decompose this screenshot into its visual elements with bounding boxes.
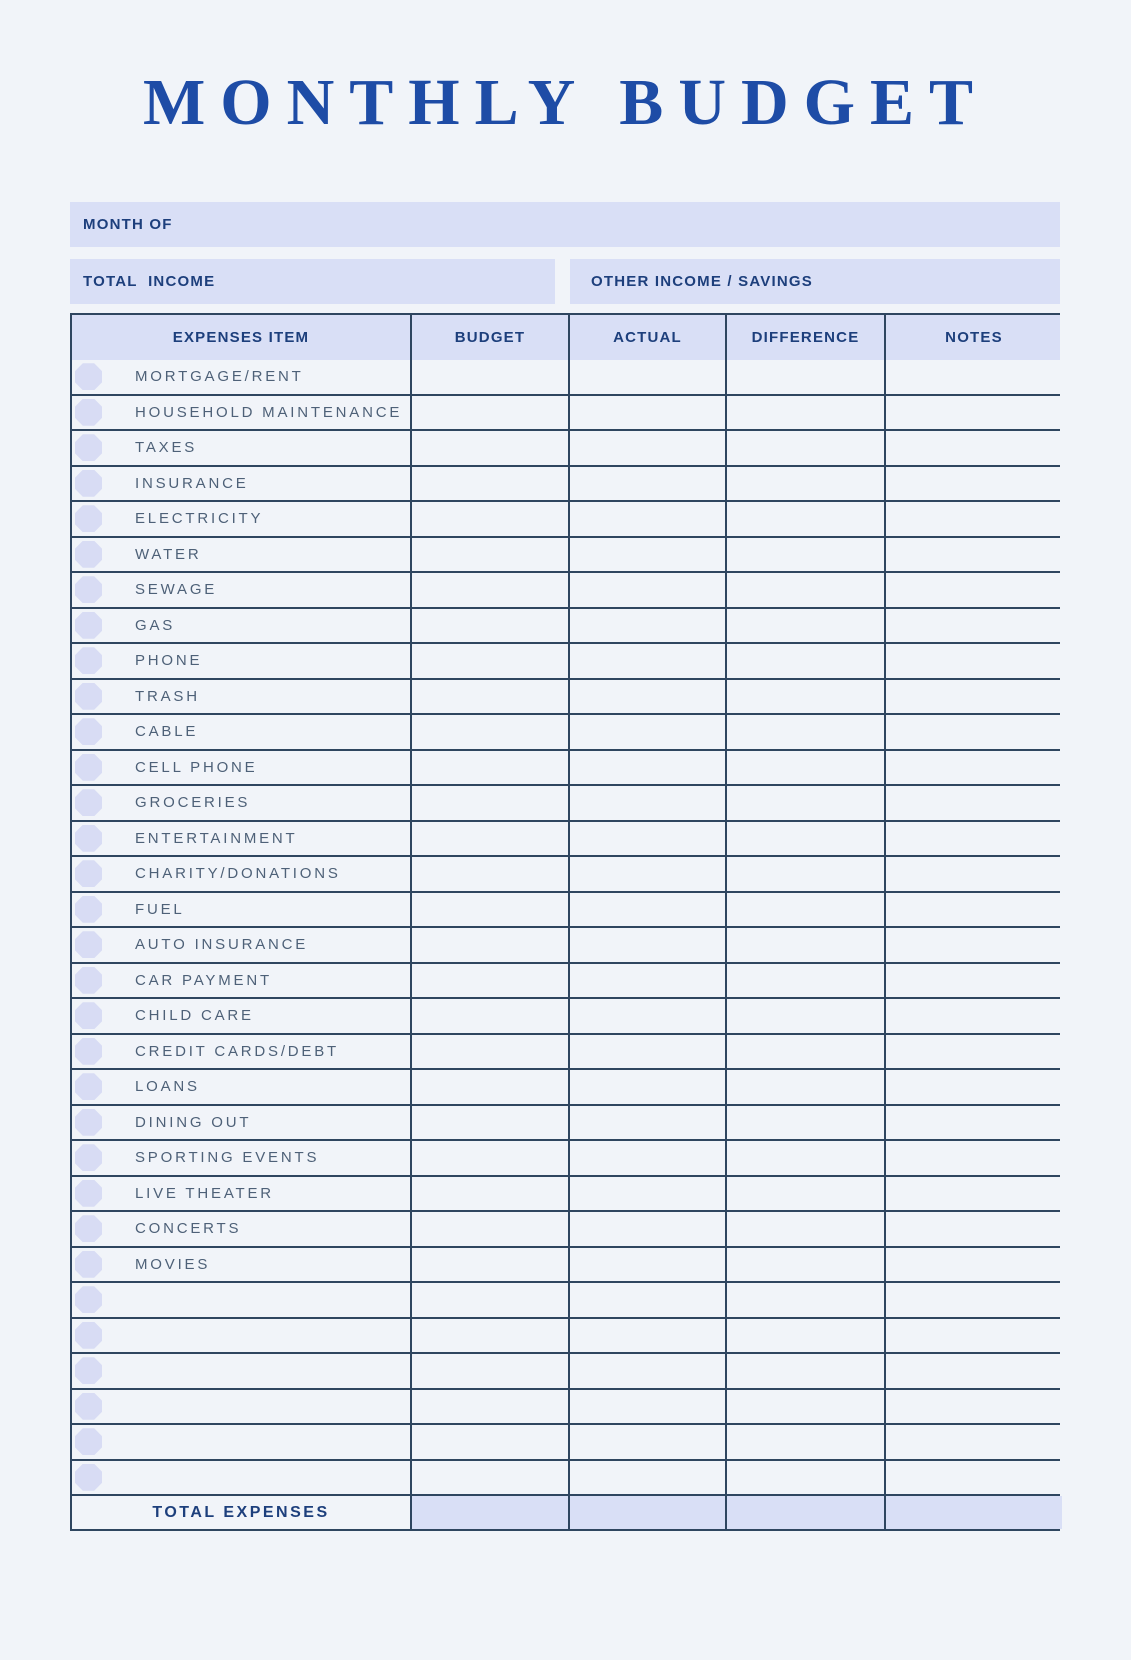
notes-cell[interactable] [884, 1354, 1062, 1388]
actual-cell[interactable] [568, 1141, 725, 1175]
difference-cell[interactable] [725, 1212, 884, 1246]
expense-row [72, 1390, 1060, 1426]
expense-item-cell [72, 609, 410, 643]
bullet-icon [75, 1428, 102, 1455]
notes-cell[interactable] [884, 1106, 1062, 1140]
actual-cell[interactable] [568, 1283, 725, 1317]
difference-cell[interactable] [725, 999, 884, 1033]
expense-row [72, 680, 1060, 716]
expense-row [72, 360, 1060, 396]
difference-cell[interactable] [725, 964, 884, 998]
expense-item-label: CONCERTS [135, 1220, 242, 1238]
notes-cell[interactable] [884, 893, 1062, 927]
budget-cell[interactable] [410, 467, 568, 501]
expense-item-label: SPORTING EVENTS [135, 1149, 320, 1167]
notes-cell[interactable] [884, 1177, 1062, 1211]
budget-cell[interactable] [410, 715, 568, 749]
notes-cell[interactable] [884, 1141, 1062, 1175]
difference-cell[interactable] [725, 822, 884, 856]
budget-cell[interactable] [410, 928, 568, 962]
budget-cell[interactable] [410, 573, 568, 607]
expense-item-label: WATER [135, 545, 202, 563]
actual-cell[interactable] [568, 538, 725, 572]
expense-item-cell [72, 1461, 410, 1495]
total-actual-cell[interactable] [568, 1496, 725, 1529]
bullet-icon [75, 789, 102, 816]
difference-cell[interactable] [725, 467, 884, 501]
expenses-table [70, 313, 1060, 1531]
expense-item-label: LOANS [135, 1078, 200, 1096]
budget-cell[interactable] [410, 786, 568, 820]
bullet-icon [75, 1002, 102, 1029]
header-expenses-item: EXPENSES ITEM [172, 329, 310, 346]
expense-row [72, 786, 1060, 822]
actual-cell[interactable] [568, 609, 725, 643]
bullet-icon [75, 754, 102, 781]
actual-cell[interactable] [568, 893, 725, 927]
budget-cell[interactable] [410, 1319, 568, 1353]
notes-cell[interactable] [884, 538, 1062, 572]
notes-cell[interactable] [884, 786, 1062, 820]
actual-cell[interactable] [568, 964, 725, 998]
expense-row [72, 1461, 1060, 1497]
table-header-row [72, 315, 1060, 360]
notes-cell[interactable] [884, 360, 1062, 394]
difference-cell[interactable] [725, 928, 884, 962]
expense-item-cell [72, 786, 410, 820]
actual-cell[interactable] [568, 999, 725, 1033]
difference-cell[interactable] [725, 1319, 884, 1353]
notes-cell[interactable] [884, 1425, 1062, 1459]
bullet-icon [75, 1215, 102, 1242]
expense-item-cell [72, 1177, 410, 1211]
actual-cell[interactable] [568, 1035, 725, 1069]
expense-item-cell [72, 1283, 410, 1317]
expense-row [72, 893, 1060, 929]
budget-cell[interactable] [410, 751, 568, 785]
difference-cell[interactable] [725, 1177, 884, 1211]
month-of-label: MONTH OF [83, 216, 173, 233]
expense-row [72, 1177, 1060, 1213]
budget-cell[interactable] [410, 431, 568, 465]
expense-item-cell [72, 822, 410, 856]
notes-cell[interactable] [884, 1070, 1062, 1104]
budget-cell[interactable] [410, 1425, 568, 1459]
difference-cell[interactable] [725, 1461, 884, 1495]
budget-cell[interactable] [410, 680, 568, 714]
expense-row [72, 1319, 1060, 1355]
expense-row [72, 964, 1060, 1000]
expense-row [72, 1248, 1060, 1284]
difference-cell[interactable] [725, 360, 884, 394]
expense-row [72, 1070, 1060, 1106]
expense-item-label: DINING OUT [135, 1113, 252, 1131]
expense-row [72, 1035, 1060, 1071]
notes-cell[interactable] [884, 1319, 1062, 1353]
expense-item-label: SEWAGE [135, 581, 218, 599]
expense-row [72, 573, 1060, 609]
bullet-icon [75, 1109, 102, 1136]
month-of-field[interactable] [70, 202, 1060, 247]
notes-cell[interactable] [884, 751, 1062, 785]
notes-cell[interactable] [884, 715, 1062, 749]
difference-cell[interactable] [725, 715, 884, 749]
expense-row [72, 715, 1060, 751]
notes-cell[interactable] [884, 1283, 1062, 1317]
bullet-icon [75, 931, 102, 958]
expense-item-label: CHILD CARE [135, 1007, 254, 1025]
expense-row [72, 467, 1060, 503]
expense-row [72, 1354, 1060, 1390]
expense-item-cell [72, 715, 410, 749]
notes-cell[interactable] [884, 573, 1062, 607]
difference-cell[interactable] [725, 1141, 884, 1175]
bullet-icon [75, 576, 102, 603]
budget-cell[interactable] [410, 609, 568, 643]
budget-cell[interactable] [410, 857, 568, 891]
bullet-icon [75, 967, 102, 994]
actual-cell[interactable] [568, 680, 725, 714]
expense-item-label: LIVE THEATER [135, 1184, 274, 1202]
other-income-savings-field[interactable] [570, 259, 1060, 304]
budget-cell[interactable] [410, 1354, 568, 1388]
notes-cell[interactable] [884, 1248, 1062, 1282]
bullet-icon [75, 1286, 102, 1313]
budget-cell[interactable] [410, 1390, 568, 1424]
budget-cell[interactable] [410, 1212, 568, 1246]
difference-cell[interactable] [725, 1035, 884, 1069]
bullet-icon [75, 718, 102, 745]
bullet-icon [75, 363, 102, 390]
expense-row [72, 857, 1060, 893]
difference-cell[interactable] [725, 573, 884, 607]
expense-item-cell [72, 1390, 410, 1424]
notes-cell[interactable] [884, 609, 1062, 643]
expense-item-label: CAR PAYMENT [135, 971, 272, 989]
notes-cell[interactable] [884, 431, 1062, 465]
notes-cell[interactable] [884, 857, 1062, 891]
expense-item-cell [72, 644, 410, 678]
difference-cell[interactable] [725, 644, 884, 678]
notes-cell[interactable] [884, 1035, 1062, 1069]
budget-cell[interactable] [410, 822, 568, 856]
bullet-icon [75, 1251, 102, 1278]
actual-cell[interactable] [568, 1177, 725, 1211]
expense-item-cell [72, 1106, 410, 1140]
bullet-icon [75, 612, 102, 639]
bullet-icon [75, 1464, 102, 1491]
header-budget: BUDGET [410, 315, 568, 360]
actual-cell[interactable] [568, 396, 725, 430]
expense-item-cell [72, 1212, 410, 1246]
difference-cell[interactable] [725, 751, 884, 785]
total-notes-cell[interactable] [884, 1496, 1062, 1529]
expense-item-cell [72, 893, 410, 927]
total-income-field[interactable] [70, 259, 555, 304]
bullet-icon [75, 647, 102, 674]
expense-item-label: ENTERTAINMENT [135, 829, 298, 847]
expense-item-label: GROCERIES [135, 794, 251, 812]
budget-cell[interactable] [410, 538, 568, 572]
actual-cell[interactable] [568, 1354, 725, 1388]
actual-cell[interactable] [568, 751, 725, 785]
difference-cell[interactable] [725, 609, 884, 643]
bullet-icon [75, 1038, 102, 1065]
budget-cell[interactable] [410, 1035, 568, 1069]
bullet-icon [75, 860, 102, 887]
expense-item-cell [72, 573, 410, 607]
expense-item-cell [72, 467, 410, 501]
difference-cell[interactable] [725, 786, 884, 820]
expense-item-cell [72, 1141, 410, 1175]
notes-cell[interactable] [884, 644, 1062, 678]
actual-cell[interactable] [568, 928, 725, 962]
bullet-icon [75, 1393, 102, 1420]
expense-item-label: CELL PHONE [135, 758, 258, 776]
actual-cell[interactable] [568, 1390, 725, 1424]
budget-cell[interactable] [410, 1106, 568, 1140]
budget-cell[interactable] [410, 1461, 568, 1495]
bullet-icon [75, 825, 102, 852]
budget-cell[interactable] [410, 396, 568, 430]
actual-cell[interactable] [568, 1461, 725, 1495]
expense-item-label: AUTO INSURANCE [135, 936, 309, 954]
bullet-icon [75, 1180, 102, 1207]
difference-cell[interactable] [725, 893, 884, 927]
difference-cell[interactable] [725, 1354, 884, 1388]
expense-item-cell [72, 680, 410, 714]
difference-cell[interactable] [725, 857, 884, 891]
actual-cell[interactable] [568, 822, 725, 856]
budget-cell[interactable] [410, 360, 568, 394]
notes-cell[interactable] [884, 502, 1062, 536]
expense-row [72, 431, 1060, 467]
expense-item-label: GAS [135, 616, 176, 634]
expense-item-cell [72, 396, 410, 430]
bullet-icon [75, 896, 102, 923]
total-income-label: TOTAL INCOME [83, 273, 216, 290]
header-notes: NOTES [884, 315, 1062, 360]
expense-item-label: INSURANCE [135, 474, 249, 492]
expense-item-cell [72, 999, 410, 1033]
expense-item-label: CABLE [135, 723, 199, 741]
notes-cell[interactable] [884, 1212, 1062, 1246]
expense-item-label: MORTGAGE/RENT [135, 368, 304, 386]
bullet-icon [75, 470, 102, 497]
difference-cell[interactable] [725, 1248, 884, 1282]
expense-item-cell [72, 964, 410, 998]
expense-row [72, 1141, 1060, 1177]
actual-cell[interactable] [568, 431, 725, 465]
expense-item-label: HOUSEHOLD MAINTENANCE [135, 403, 403, 421]
difference-cell[interactable] [725, 1283, 884, 1317]
expense-row [72, 999, 1060, 1035]
budget-cell[interactable] [410, 644, 568, 678]
actual-cell[interactable] [568, 360, 725, 394]
notes-cell[interactable] [884, 928, 1062, 962]
actual-cell[interactable] [568, 1425, 725, 1459]
notes-cell[interactable] [884, 822, 1062, 856]
bullet-icon [75, 541, 102, 568]
other-income-savings-label: OTHER INCOME / SAVINGS [591, 273, 813, 290]
page-title: MONTHLY BUDGET [142, 66, 989, 139]
expense-item-label: MOVIES [135, 1255, 211, 1273]
actual-cell[interactable] [568, 467, 725, 501]
budget-cell[interactable] [410, 1283, 568, 1317]
difference-cell[interactable] [725, 1106, 884, 1140]
expense-item-cell [72, 857, 410, 891]
difference-cell[interactable] [725, 1425, 884, 1459]
expense-item-label: CHARITY/DONATIONS [135, 865, 341, 883]
bullet-icon [75, 1073, 102, 1100]
notes-cell[interactable] [884, 964, 1062, 998]
expense-item-cell [72, 1070, 410, 1104]
difference-cell[interactable] [725, 431, 884, 465]
expense-item-label: FUEL [135, 900, 185, 918]
expense-item-label: TRASH [135, 687, 200, 705]
notes-cell[interactable] [884, 1390, 1062, 1424]
expense-item-cell [72, 502, 410, 536]
notes-cell[interactable] [884, 1461, 1062, 1495]
income-row [70, 259, 1060, 304]
expense-item-cell [72, 1248, 410, 1282]
expense-item-cell [72, 360, 410, 394]
expense-row [72, 644, 1060, 680]
total-budget-cell[interactable] [410, 1496, 568, 1529]
expense-item-label: PHONE [135, 652, 203, 670]
budget-cell[interactable] [410, 999, 568, 1033]
expense-item-cell [72, 538, 410, 572]
notes-cell[interactable] [884, 999, 1062, 1033]
expense-row [72, 502, 1060, 538]
expense-item-cell [72, 928, 410, 962]
actual-cell[interactable] [568, 715, 725, 749]
difference-cell[interactable] [725, 1070, 884, 1104]
expense-row [72, 396, 1060, 432]
notes-cell[interactable] [884, 680, 1062, 714]
actual-cell[interactable] [568, 1319, 725, 1353]
budget-cell[interactable] [410, 1177, 568, 1211]
expense-row [72, 1283, 1060, 1319]
actual-cell[interactable] [568, 502, 725, 536]
actual-cell[interactable] [568, 1248, 725, 1282]
expense-row [72, 751, 1060, 787]
bullet-icon [75, 399, 102, 426]
budget-cell[interactable] [410, 1070, 568, 1104]
actual-cell[interactable] [568, 573, 725, 607]
expense-item-label: CREDIT CARDS/DEBT [135, 1042, 340, 1060]
bullet-icon [75, 505, 102, 532]
header-difference: DIFFERENCE [725, 315, 884, 360]
expense-item-label: ELECTRICITY [135, 510, 264, 528]
difference-cell[interactable] [725, 396, 884, 430]
budget-sheet [70, 202, 1060, 1531]
total-difference-cell[interactable] [725, 1496, 884, 1529]
expense-row [72, 609, 1060, 645]
difference-cell[interactable] [725, 680, 884, 714]
expense-row [72, 538, 1060, 574]
bullet-icon [75, 1144, 102, 1171]
budget-cell[interactable] [410, 1248, 568, 1282]
bullet-icon [75, 1357, 102, 1384]
total-expenses-row [72, 1496, 1060, 1531]
expense-item-cell [72, 1319, 410, 1353]
bullet-icon [75, 683, 102, 710]
difference-cell[interactable] [725, 1390, 884, 1424]
budget-cell[interactable] [410, 502, 568, 536]
expense-row [72, 1212, 1060, 1248]
header-actual: ACTUAL [568, 315, 725, 360]
actual-cell[interactable] [568, 857, 725, 891]
expense-row [72, 928, 1060, 964]
expense-row [72, 1106, 1060, 1142]
expense-item-cell [72, 431, 410, 465]
expense-item-cell [72, 1425, 410, 1459]
total-expenses-label: TOTAL EXPENSES [152, 1503, 330, 1521]
expense-item-label: TAXES [135, 439, 198, 457]
budget-cell[interactable] [410, 964, 568, 998]
bullet-icon [75, 1322, 102, 1349]
budget-cell[interactable] [410, 893, 568, 927]
actual-cell[interactable] [568, 1070, 725, 1104]
budget-cell[interactable] [410, 1141, 568, 1175]
difference-cell[interactable] [725, 502, 884, 536]
actual-cell[interactable] [568, 1212, 725, 1246]
notes-cell[interactable] [884, 467, 1062, 501]
bullet-icon [75, 434, 102, 461]
actual-cell[interactable] [568, 786, 725, 820]
expense-item-cell [72, 1035, 410, 1069]
expense-row [72, 1425, 1060, 1461]
actual-cell[interactable] [568, 1106, 725, 1140]
expense-item-cell [72, 1354, 410, 1388]
difference-cell[interactable] [725, 538, 884, 572]
actual-cell[interactable] [568, 644, 725, 678]
expense-item-cell [72, 751, 410, 785]
notes-cell[interactable] [884, 396, 1062, 430]
expense-row [72, 822, 1060, 858]
